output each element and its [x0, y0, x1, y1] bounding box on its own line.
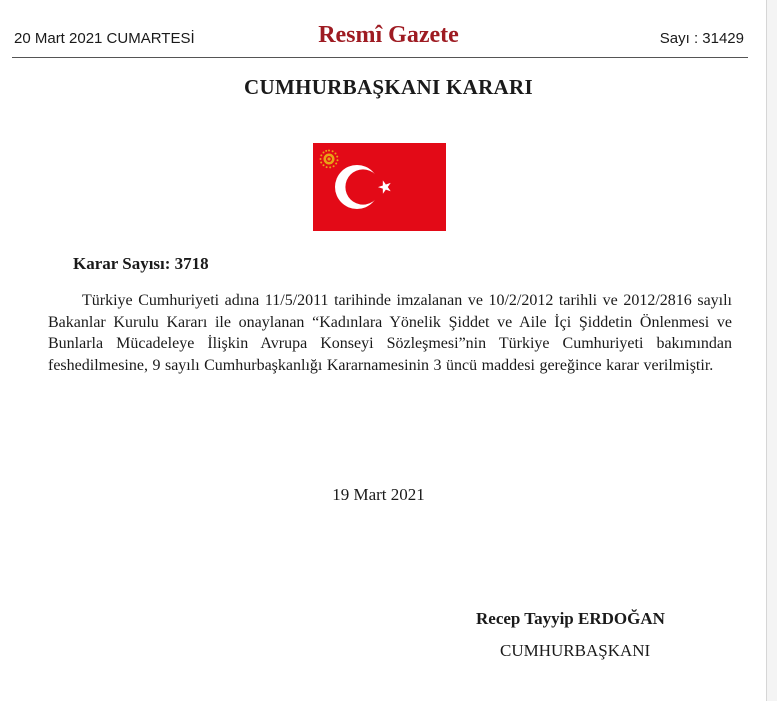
- decision-number: Karar Sayısı: 3718: [73, 254, 209, 273]
- header-divider: [12, 57, 748, 58]
- signer-name: Recep Tayyip ERDOĞAN: [476, 609, 665, 628]
- decision-body: Türkiye Cumhuriyeti adına 11/5/2011 tarihinde imzalanan ve 10/2/2012 tarihli ve 2012/2816 sayılı Bakanlar Kurulu Kararı ile onaylanan “Kadınlara Yönelik Şiddet ve Aile İçi Şiddetin Önlenmesi ve Bunlarla Mücadeleye İlişkin Avrupa Konseyi Sözleşmesi”nin Türkiye Cumhuriyeti bakımından feshedilmesine, 9 sayılı Cumhurbaşkanlığı Kararnamesinin 3 üncü maddesi gereğince karar verilmiştir.: [48, 292, 732, 374]
- header-date: 20 Mart 2021 CUMARTESİ: [14, 30, 195, 47]
- signer-title: CUMHURBAŞKANI: [500, 641, 651, 660]
- issue-number: Sayı : 31429: [659, 30, 744, 47]
- turkish-flag-icon: [313, 143, 446, 231]
- signing-date: 19 Mart 2021: [332, 485, 425, 504]
- gazette-title: Resmî Gazete: [318, 22, 459, 48]
- document-heading: CUMHURBAŞKANI KARARI: [244, 75, 533, 99]
- page-edge: [766, 0, 777, 701]
